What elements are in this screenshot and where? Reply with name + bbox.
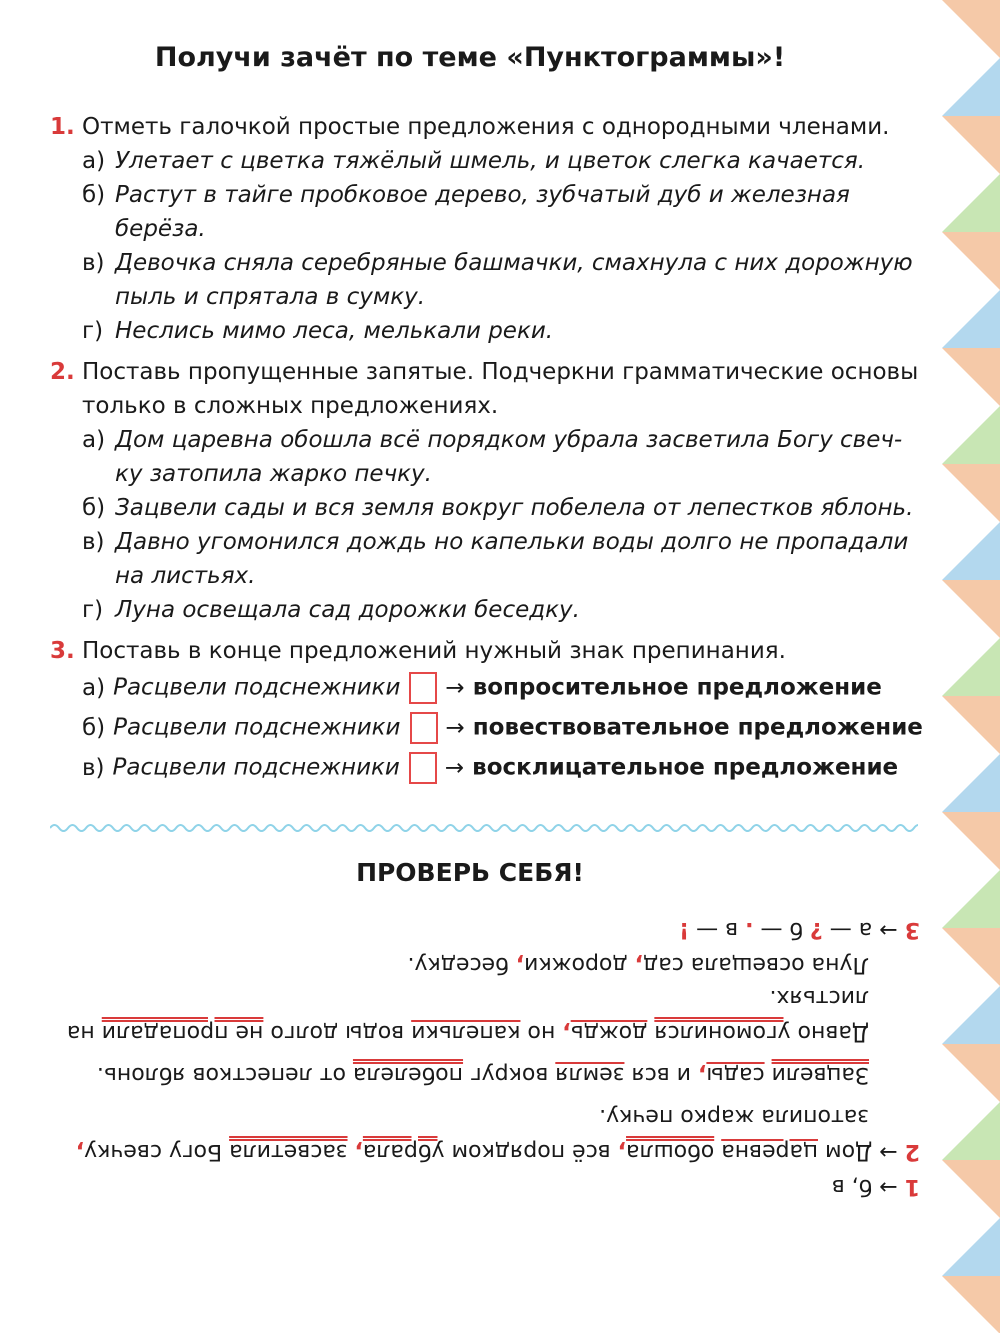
task-2-item-c: в) Давно угомонился дождь но капельки воды долго не пропадали на листьях. xyxy=(82,529,909,589)
task-1-number: 1. xyxy=(50,114,75,140)
arrow-icon: → xyxy=(879,1174,898,1199)
task-3-item-c: в) Расцвели подснежники → восклицательное предложение xyxy=(82,752,898,784)
decorative-triangle xyxy=(942,348,1000,406)
triangle-border-decoration xyxy=(942,0,1000,1333)
task-1-item-a: а) Улетает с цветка тяжёлый шмель, и цветок слегка качается. xyxy=(82,148,866,174)
decorative-triangle xyxy=(942,1160,1000,1218)
task-1-instruction: Отметь галочкой простые предложения с однородными членами. xyxy=(82,114,890,140)
decorative-triangle xyxy=(942,406,1000,464)
answer-box-c[interactable] xyxy=(409,752,437,784)
task-3-item-a: а) Расцвели подснежники → вопросительное предложение xyxy=(82,672,882,704)
arrow-icon: → xyxy=(445,714,465,741)
decorative-triangle xyxy=(942,754,1000,812)
arrow-icon: → xyxy=(879,917,898,942)
decorative-triangle xyxy=(942,174,1000,232)
wavy-divider xyxy=(50,818,918,838)
decorative-triangle xyxy=(942,696,1000,754)
answer-1: 1 → б, в xyxy=(831,1174,920,1199)
decorative-triangle xyxy=(942,870,1000,928)
task-2-number: 2. xyxy=(50,359,75,385)
answer-box-a[interactable] xyxy=(409,672,437,704)
task-1-item-d: г) Неслись мимо леса, мелькали реки. xyxy=(82,318,554,344)
decorative-triangle xyxy=(942,522,1000,580)
decorative-triangle xyxy=(942,812,1000,870)
answer-3: 3 → а — ? б — . в — ! xyxy=(679,917,920,942)
answer-2-line-1: 2 → Дом царевна обошла, всё порядком убрала, засветила Богу свечку, xyxy=(75,1139,920,1164)
answer-box-b[interactable] xyxy=(410,712,438,744)
task-3 xyxy=(50,634,920,668)
decorative-triangle xyxy=(942,232,1000,290)
decorative-triangle xyxy=(942,928,1000,986)
answer-2-line-4: Давно угомонился дождь, но капельки воды долго не пропадали на xyxy=(66,1020,869,1045)
decorative-triangle xyxy=(942,0,1000,58)
task-2-instruction-line-2: только в сложных предложениях. xyxy=(82,393,499,419)
task-1-item-c: в) Девочка сняла серебряные башмачки, смахнула с них дорожную пыль и спрятала в сумку. xyxy=(82,250,913,310)
task-3-number: 3. xyxy=(50,638,75,664)
check-yourself-title: ПРОВЕРЬ СЕБЯ! xyxy=(356,858,584,887)
answer-2-line-5: листьях. xyxy=(769,985,869,1010)
answer-2-line-2: затопила жарко печку. xyxy=(599,1104,869,1129)
task-2-item-a: а) Дом царевна обошла всё порядком убрала засветила Богу свеч- ку затопила жарко печку. xyxy=(82,427,903,487)
arrow-icon: → xyxy=(445,674,465,701)
task-2-item-d: г) Луна освещала сад дорожки беседку. xyxy=(82,597,580,623)
decorative-triangle xyxy=(942,290,1000,348)
task-1 xyxy=(50,110,920,348)
decorative-triangle xyxy=(942,580,1000,638)
decorative-triangle xyxy=(942,986,1000,1044)
task-2-instruction-line-1: Поставь пропущенные запятые. Подчеркни грамматические основы xyxy=(82,359,919,385)
arrow-icon: → xyxy=(879,1139,898,1164)
task-3-item-b: б) Расцвели подснежники → повествовательное предложение xyxy=(82,712,923,744)
decorative-triangle xyxy=(942,638,1000,696)
decorative-triangle xyxy=(942,1102,1000,1160)
answer-2-line-3: Зацвели сады, и вся земля вокруг побелела от лепестков яблонь. xyxy=(96,1062,869,1087)
decorative-triangle xyxy=(942,1218,1000,1276)
task-2 xyxy=(50,355,920,627)
answer-2-line-6: Луна освещала сад, дорожки, беседку. xyxy=(407,952,869,977)
task-3-instruction: Поставь в конце предложений нужный знак препинания. xyxy=(82,638,786,664)
page-title: Получи зачёт по теме «Пунктограммы»! xyxy=(154,42,786,73)
decorative-triangle xyxy=(942,1276,1000,1333)
task-1-item-b: б) Растут в тайге пробковое дерево, зубчатый дуб и железная берёза. xyxy=(82,182,850,242)
arrow-icon: → xyxy=(444,754,465,781)
task-2-item-b: б) Зацвели сады и вся земля вокруг побелела от лепестков яблонь. xyxy=(82,495,914,521)
decorative-triangle xyxy=(942,58,1000,116)
decorative-triangle xyxy=(942,464,1000,522)
decorative-triangle xyxy=(942,116,1000,174)
answer-key-upside-down xyxy=(30,905,920,1205)
decorative-triangle xyxy=(942,1044,1000,1102)
